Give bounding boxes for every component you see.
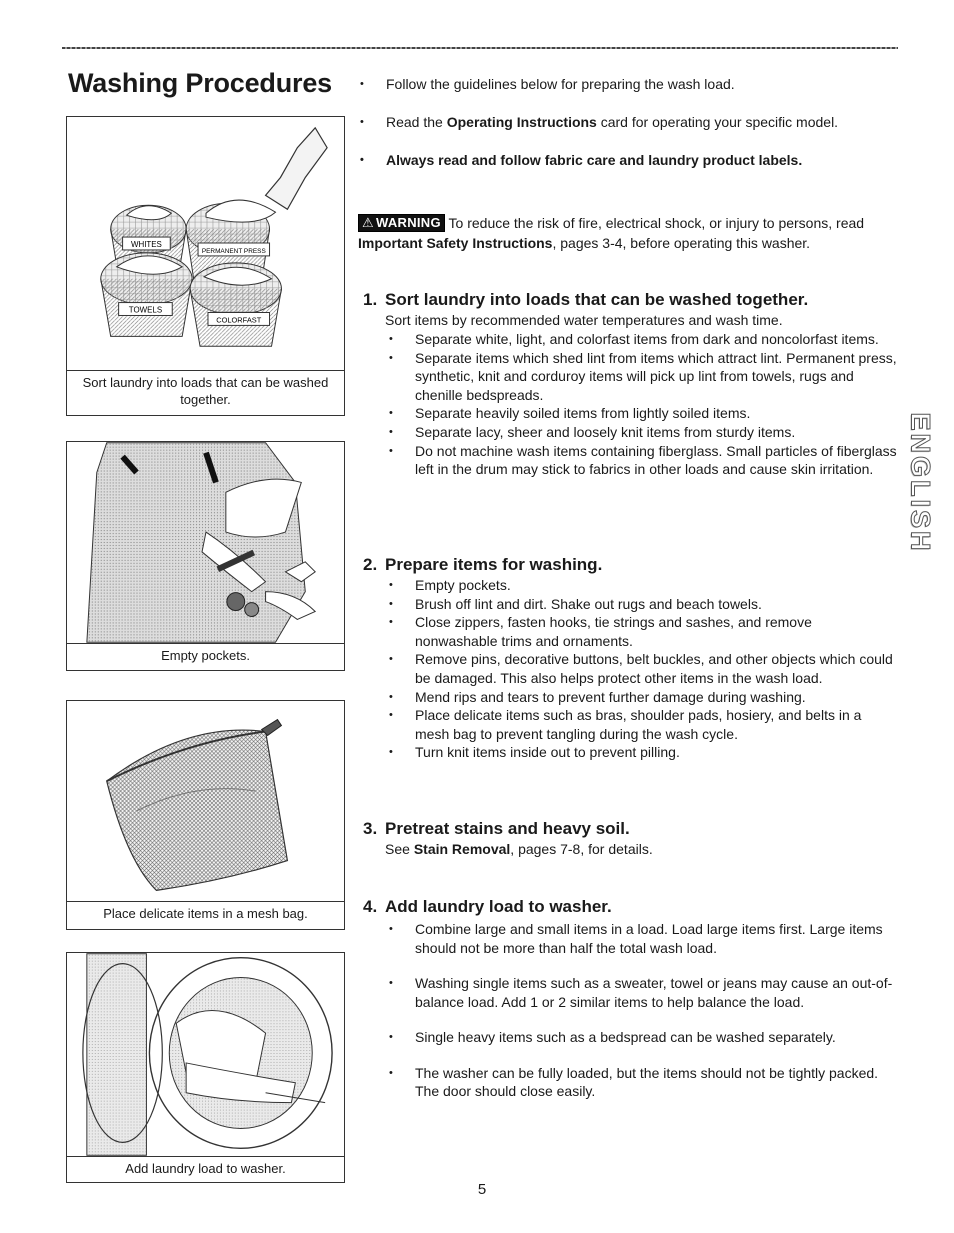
language-side-tab: ENGLISH (905, 412, 936, 554)
label-permanent-press: PERMANENT PRESS (201, 247, 266, 255)
list-item: • Mend rips and tears to prevent further damage during washing. (385, 688, 898, 707)
figure-empty-pockets (66, 441, 345, 671)
list-item: • Close zippers, fasten hooks, tie strings and sashes, and remove nonwashable trims and ornaments. (385, 613, 898, 650)
warning-notice: ⚠ WARNING To reduce the risk of fire, electrical shock, or injury to persons, read Important Safety Instructions, pages 3-4, before operating this washer. (358, 215, 865, 251)
intro-item: • Always read and follow fabric care and laundry product labels. (358, 150, 802, 170)
figure-caption: Add laundry load to washer. (125, 1161, 286, 1176)
safety-instructions-ref: Important Safety Instructions (358, 234, 553, 251)
stain-removal-ref: Stain Removal (413, 841, 511, 857)
pockets-illustration (67, 442, 344, 644)
section-heading: 4. Add laundry load to washer. (363, 897, 612, 916)
list-item: • Brush off lint and dirt. Shake out rugs and beach towels. (385, 595, 898, 614)
section-pretreat-stains (363, 818, 898, 859)
section-heading: 1. Sort laundry into loads that can be washed together. (363, 290, 809, 309)
top-rule (62, 47, 898, 49)
list-item: • Place delicate items such as bras, shoulder pads, hosiery, and belts in a mesh bag to prevent tangling during the wash cycle. (385, 706, 898, 743)
intro-item: • Read the Operating Instructions card for operating your specific model. (358, 112, 838, 132)
figure-add-load (66, 952, 345, 1183)
mesh-bag-illustration (67, 701, 344, 902)
section-prepare-items (363, 554, 898, 762)
section-lead: See Stain Removal, pages 7-8, for details. (385, 841, 653, 857)
list-item: • The washer can be fully loaded, but the items should not be tightly packed. The door should close easily. (385, 1064, 898, 1101)
operating-instructions-ref: Operating Instructions (446, 114, 597, 130)
page-title: Washing Procedures (68, 68, 332, 98)
section-sort-laundry (363, 289, 898, 479)
list-item: • Turn knit items inside out to prevent pilling. (385, 743, 898, 762)
figure-caption: Sort laundry into loads that can be washed together. (82, 375, 329, 407)
section-heading: 2. Prepare items for washing. (363, 555, 603, 574)
label-towels: TOWELS (128, 305, 163, 315)
warning-triangle-icon: ⚠ (362, 215, 374, 230)
baskets-illustration (67, 117, 344, 371)
section-list (363, 576, 898, 762)
label-colorfast: COLORFAST (216, 315, 262, 325)
list-item: • Washing single items such as a sweater, towel or jeans may cause an out-of-balance load. Add 1 or 2 similar items to help balance the load. (385, 974, 898, 1011)
list-item: • Single heavy items such as a bedspread can be washed separately. (385, 1028, 898, 1047)
page-number: 5 (477, 1181, 487, 1198)
list-item: • Separate heavily soiled items from lightly soiled items. (385, 404, 898, 423)
label-whites: WHITES (130, 239, 162, 249)
intro-item: • Follow the guidelines below for preparing the wash load. (358, 74, 735, 94)
figure-mesh-bag (66, 700, 345, 930)
list-item: • Remove pins, decorative buttons, belt buckles, and other objects which could be damaged. This also helps protect other items in the wash load. (385, 650, 898, 687)
figure-caption: Place delicate items in a mesh bag. (103, 906, 308, 921)
list-item: • Empty pockets. (385, 576, 898, 595)
section-list (363, 920, 898, 1101)
section-add-load (363, 896, 898, 1118)
list-item: • Separate white, light, and colorfast items from dark and noncolorfast items. (385, 330, 898, 349)
figure-caption: Empty pockets. (161, 648, 250, 663)
section-lead: Sort items by recommended water temperatures and wash time. (385, 312, 783, 328)
warning-badge: ⚠ WARNING (358, 214, 445, 232)
list-item: • Combine large and small items in a load. Load large items first. Large items should not be more than half the total wash load. (385, 920, 898, 957)
list-item: • Do not machine wash items containing fiberglass. Small particles of fiberglass left in the drum may stick to fabrics in other loads and cause skin irritation. (385, 442, 898, 479)
section-list (363, 330, 898, 479)
figure-sort-laundry (66, 116, 345, 416)
list-item: • Separate lacy, sheer and loosely knit items from sturdy items. (385, 423, 898, 442)
section-heading: 3. Pretreat stains and heavy soil. (363, 819, 630, 838)
list-item: • Separate items which shed lint from items which attract lint. Permanent press, synthetic, knit and corduroy items will pick up lint from towels, rugs and chenille bedspreads. (385, 349, 898, 405)
washer-illustration (67, 953, 344, 1157)
